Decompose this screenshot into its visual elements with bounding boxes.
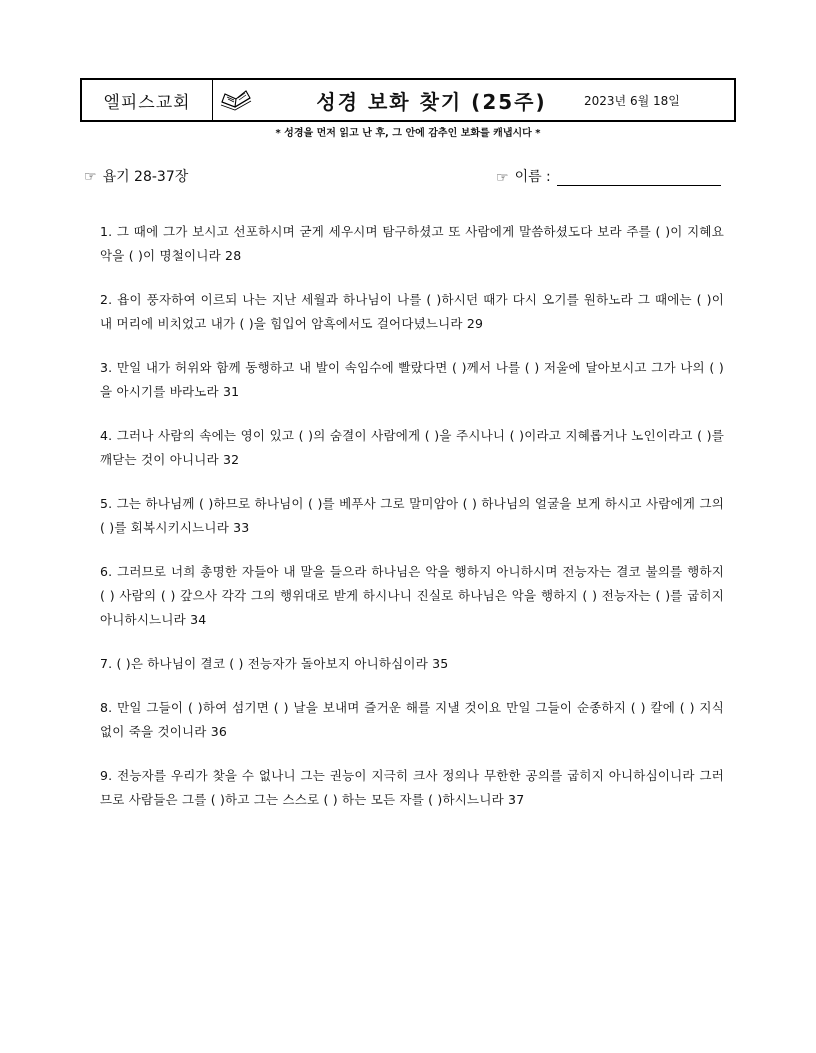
pointing-hand-icon: ☞ — [84, 169, 97, 185]
name-field — [496, 166, 721, 186]
question-1: 1. 그 때에 그가 보시고 선포하시며 굳게 세우시며 탐구하셨고 또 사람에게 말씀하셨도다 보라 주를 ( )이 지혜요 악을 ( )이 명철이니라 28 — [100, 223, 724, 263]
name-label: 이름 : — [514, 169, 551, 185]
question-3: 3. 만일 내가 허위와 함께 동행하고 내 발이 속임수에 빨랐다면 ( )께서 나를 ( ) 저울에 달아보시고 그가 나의 ( )을 아시기를 바라노라 31 — [100, 359, 724, 399]
question-2: 2. 욥이 풍자하여 이르되 나는 지난 세월과 하나님이 나를 ( )하시던 때가 다시 오기를 원하노라 그 때에는 ( )이 내 머리에 비치었고 내가 ( )을 힘입어 암흑에서도 걸어다녔느니라 29 — [100, 291, 724, 331]
question-5: 5. 그는 하나님께 ( )하므로 하나님이 ( )를 베푸사 그로 말미암아 ( ) 하나님의 얼굴을 보게 하시고 사람에게 그의 ( )를 회복시키시느니라 33 — [100, 495, 724, 535]
name-blank-line[interactable] — [557, 171, 721, 186]
question-8: 8. 만일 그들이 ( )하여 섬기면 ( ) 날을 보내며 즐거운 해를 지낼 것이요 만일 그들이 순종하지 ( ) 칼에 ( ) 지식 없이 죽을 것이니라 36 — [100, 699, 724, 739]
question-7: 7. ( )은 하나님이 결코 ( ) 전능자가 돌아보지 아니하심이라 35 — [100, 655, 449, 671]
question-list — [100, 207, 724, 832]
open-book-icon — [213, 80, 259, 120]
question-9: 9. 전능자를 우리가 찾을 수 없나니 그는 권능이 지극히 크사 정의나 무한한 공의를 굽히지 아니하심이니라 그러므로 사람들은 그를 ( )하고 그는 스스로 ( ) 하는 모든 자를 ( )하시느니라 37 — [100, 767, 724, 807]
question-6: 6. 그러므로 너희 총명한 자들아 내 말을 들으라 하나님은 악을 행하지 아니하시며 전능자는 결코 불의를 행하지 ( ) 사람의 ( ) 갚으사 각각 그의 행위대로 받게 하시나니 진실로 하나님은 악을 행하지 ( ) 전능자는 ( )를 굽히지 아니하시느니라 34 — [100, 563, 724, 627]
question-4: 4. 그러나 사람의 속에는 영이 있고 ( )의 숨결이 사람에게 ( )을 주시나니 ( )이라고 지혜롭거나 노인이라고 ( )를 깨닫는 것이 아니니라 32 — [100, 427, 724, 467]
reading-label: 욥기 28-37장 — [102, 169, 189, 185]
pointing-hand-icon: ☞ — [496, 170, 509, 186]
page-title: 성경 보화 찾기 (25주) — [316, 89, 547, 114]
reading-reference — [84, 166, 188, 186]
instruction-text: * 성경을 먼저 읽고 난 후, 그 안에 감추인 보화를 캐냅시다 * — [275, 128, 541, 139]
church-name: 엘피스교회 — [82, 80, 213, 120]
date-label: 2023년 6월 18일 — [584, 93, 680, 108]
worksheet-header — [80, 78, 736, 122]
